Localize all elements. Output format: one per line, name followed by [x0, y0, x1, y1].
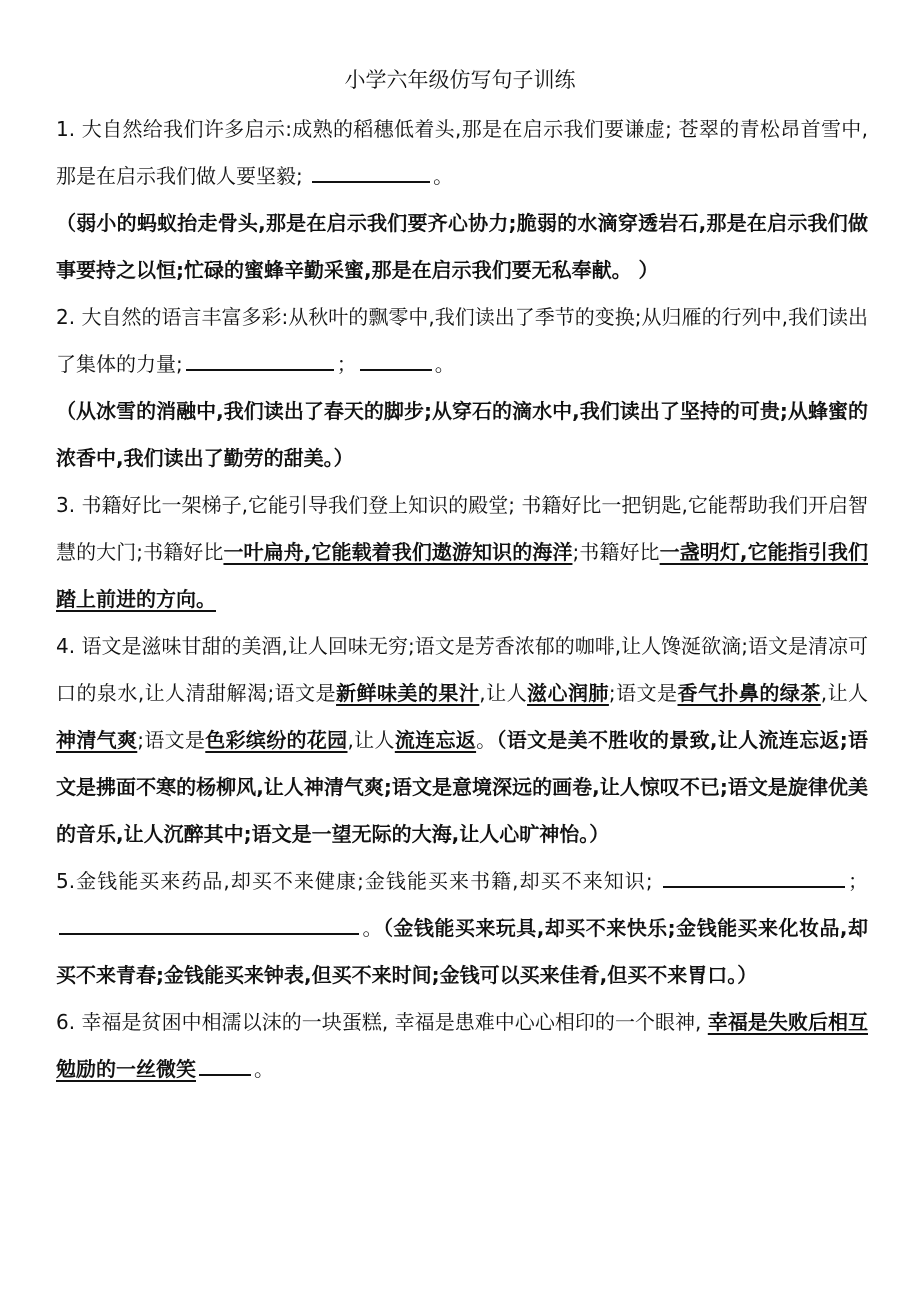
question-5: 5.金钱能买来药品,却买不来健康;金钱能买来书籍,却买不来知识; ；。（金钱能买来玩具,却买不来快乐;金钱能买来化妆品,却买不来青春;金钱能买来钟表,但买不来时间;金钱可以买来佳肴,但买不来胃口。）: [56, 858, 868, 999]
answer-1: （弱小的蚂蚁抬走骨头,那是在启示我们要齐心协力;脆弱的水滴穿透岩石,那是在启示我们做事要持之以恒;忙碌的蜜蜂辛勤采蜜,那是在启示我们要无私奉献。 ）: [56, 211, 868, 282]
answer-4-part: 色彩缤纷的花园: [205, 728, 348, 752]
answer-3-part-2: 一盏明灯,它能指引我们踏上前进的方向。: [56, 540, 868, 611]
question-5-text: 5.金钱能买来药品,却买不来健康;金钱能买来书籍,却买不来知识;: [56, 869, 653, 893]
answer-4-part: 新鲜味美的果汁: [336, 681, 480, 705]
answer-5: （金钱能买来玩具,却买不来快乐;金钱能买来化妆品,却买不来青春;金钱能买来钟表,但买不来时间;金钱可以买来佳肴,但买不来胃口。）: [56, 916, 868, 987]
question-3: 3. 书籍好比一架梯子,它能引导我们登上知识的殿堂; 书籍好比一把钥匙,它能帮助我们开启智慧的大门;书籍好比一叶扁舟,它能载着我们遨游知识的海洋;书籍好比一盏明灯,它能指引我们踏上前进的方向。: [56, 493, 868, 611]
answer-blank: [186, 347, 334, 371]
answer-4-part: 香气扑鼻的绿茶: [677, 681, 821, 705]
answer-2: （从冰雪的消融中,我们读出了春天的脚步;从穿石的滴水中,我们读出了坚持的可贵;从蜂蜜的浓香中,我们读出了勤劳的甜美。）: [56, 399, 868, 470]
answer-blank: [663, 864, 845, 888]
question-4: 4. 语文是滋味甘甜的美酒,让人回味无穷;语文是芳香浓郁的咖啡,让人馋涎欲滴;语文是清凉可口的泉水,让人清甜解渴;语文是新鲜味美的果汁,让人滋心润肺;语文是香气扑鼻的绿茶,让人神清气爽;语文是色彩缤纷的花园,让人流连忘返。（语文是美不胜收的景致,让人流连忘返;语文是拂面不寒的杨柳风,让人神清气爽;语文是意境深远的画卷,让人惊叹不已;语文是旋律优美的音乐,让人沉醉其中;语文是一望无际的大海,让人心旷神怡。）: [56, 634, 869, 846]
question-1: 1. 大自然给我们许多启示:成熟的稻穗低着头,那是在启示我们要谦虚; 苍翠的青松昂首雪中,那是在启示我们做人要坚毅; 。: [56, 117, 868, 188]
answer-4: （语文是美不胜收的景致,让人流连忘返;语文是拂面不寒的杨柳风,让人神清气爽;语文是意境深远的画卷,让人惊叹不已;语文是旋律优美的音乐,让人沉醉其中;语文是一望无际的大海,让人心旷神怡。）: [56, 728, 869, 846]
question-2: 2. 大自然的语言丰富多彩:从秋叶的飘零中,我们读出了季节的变换;从归雁的行列中,我们读出了集体的力量; ； 。: [56, 305, 868, 376]
answer-blank: [312, 159, 430, 183]
question-6-text: 6. 幸福是贫困中相濡以沫的一块蛋糕, 幸福是患难中心心相印的一个眼神,: [56, 1010, 702, 1034]
question-6: 6. 幸福是贫困中相濡以沫的一块蛋糕, 幸福是患难中心心相印的一个眼神, 幸福是失败后相互勉励的一丝微笑 。: [56, 1010, 869, 1081]
answer-4-part: 流连忘返: [394, 728, 477, 752]
answer-blank: [360, 347, 432, 371]
question-2-text: 2. 大自然的语言丰富多彩:从秋叶的飘零中,我们读出了季节的变换;从归雁的行列中,我们读出了集体的力量;: [56, 305, 868, 376]
page-title: 小学六年级仿写句子训练: [344, 68, 576, 92]
question-1-text: 1. 大自然给我们许多启示:成熟的稻穗低着头,那是在启示我们要谦虚; 苍翠的青松昂首雪中,那是在启示我们做人要坚毅;: [56, 117, 868, 188]
answer-blank: [199, 1052, 251, 1076]
answer-3-part-1: 一叶扁舟,它能载着我们遨游知识的海洋: [223, 540, 573, 564]
answer-4-part: 滋心润肺: [527, 681, 609, 705]
answer-6: 幸福是失败后相互勉励的一丝微笑: [56, 1010, 869, 1081]
exercise-list: [56, 106, 868, 1093]
question-4-text: 4. 语文是滋味甘甜的美酒,让人回味无穷;语文是芳香浓郁的咖啡,让人馋涎欲滴;语文是清凉可口的泉水,让人清甜解渴;语文是: [56, 634, 868, 705]
answer-4-part: 神清气爽: [56, 728, 138, 752]
answer-blank: [59, 911, 359, 935]
question-3-text: 3. 书籍好比一架梯子,它能引导我们登上知识的殿堂; 书籍好比一把钥匙,它能帮助我们开启智慧的大门;书籍好比: [56, 493, 868, 564]
